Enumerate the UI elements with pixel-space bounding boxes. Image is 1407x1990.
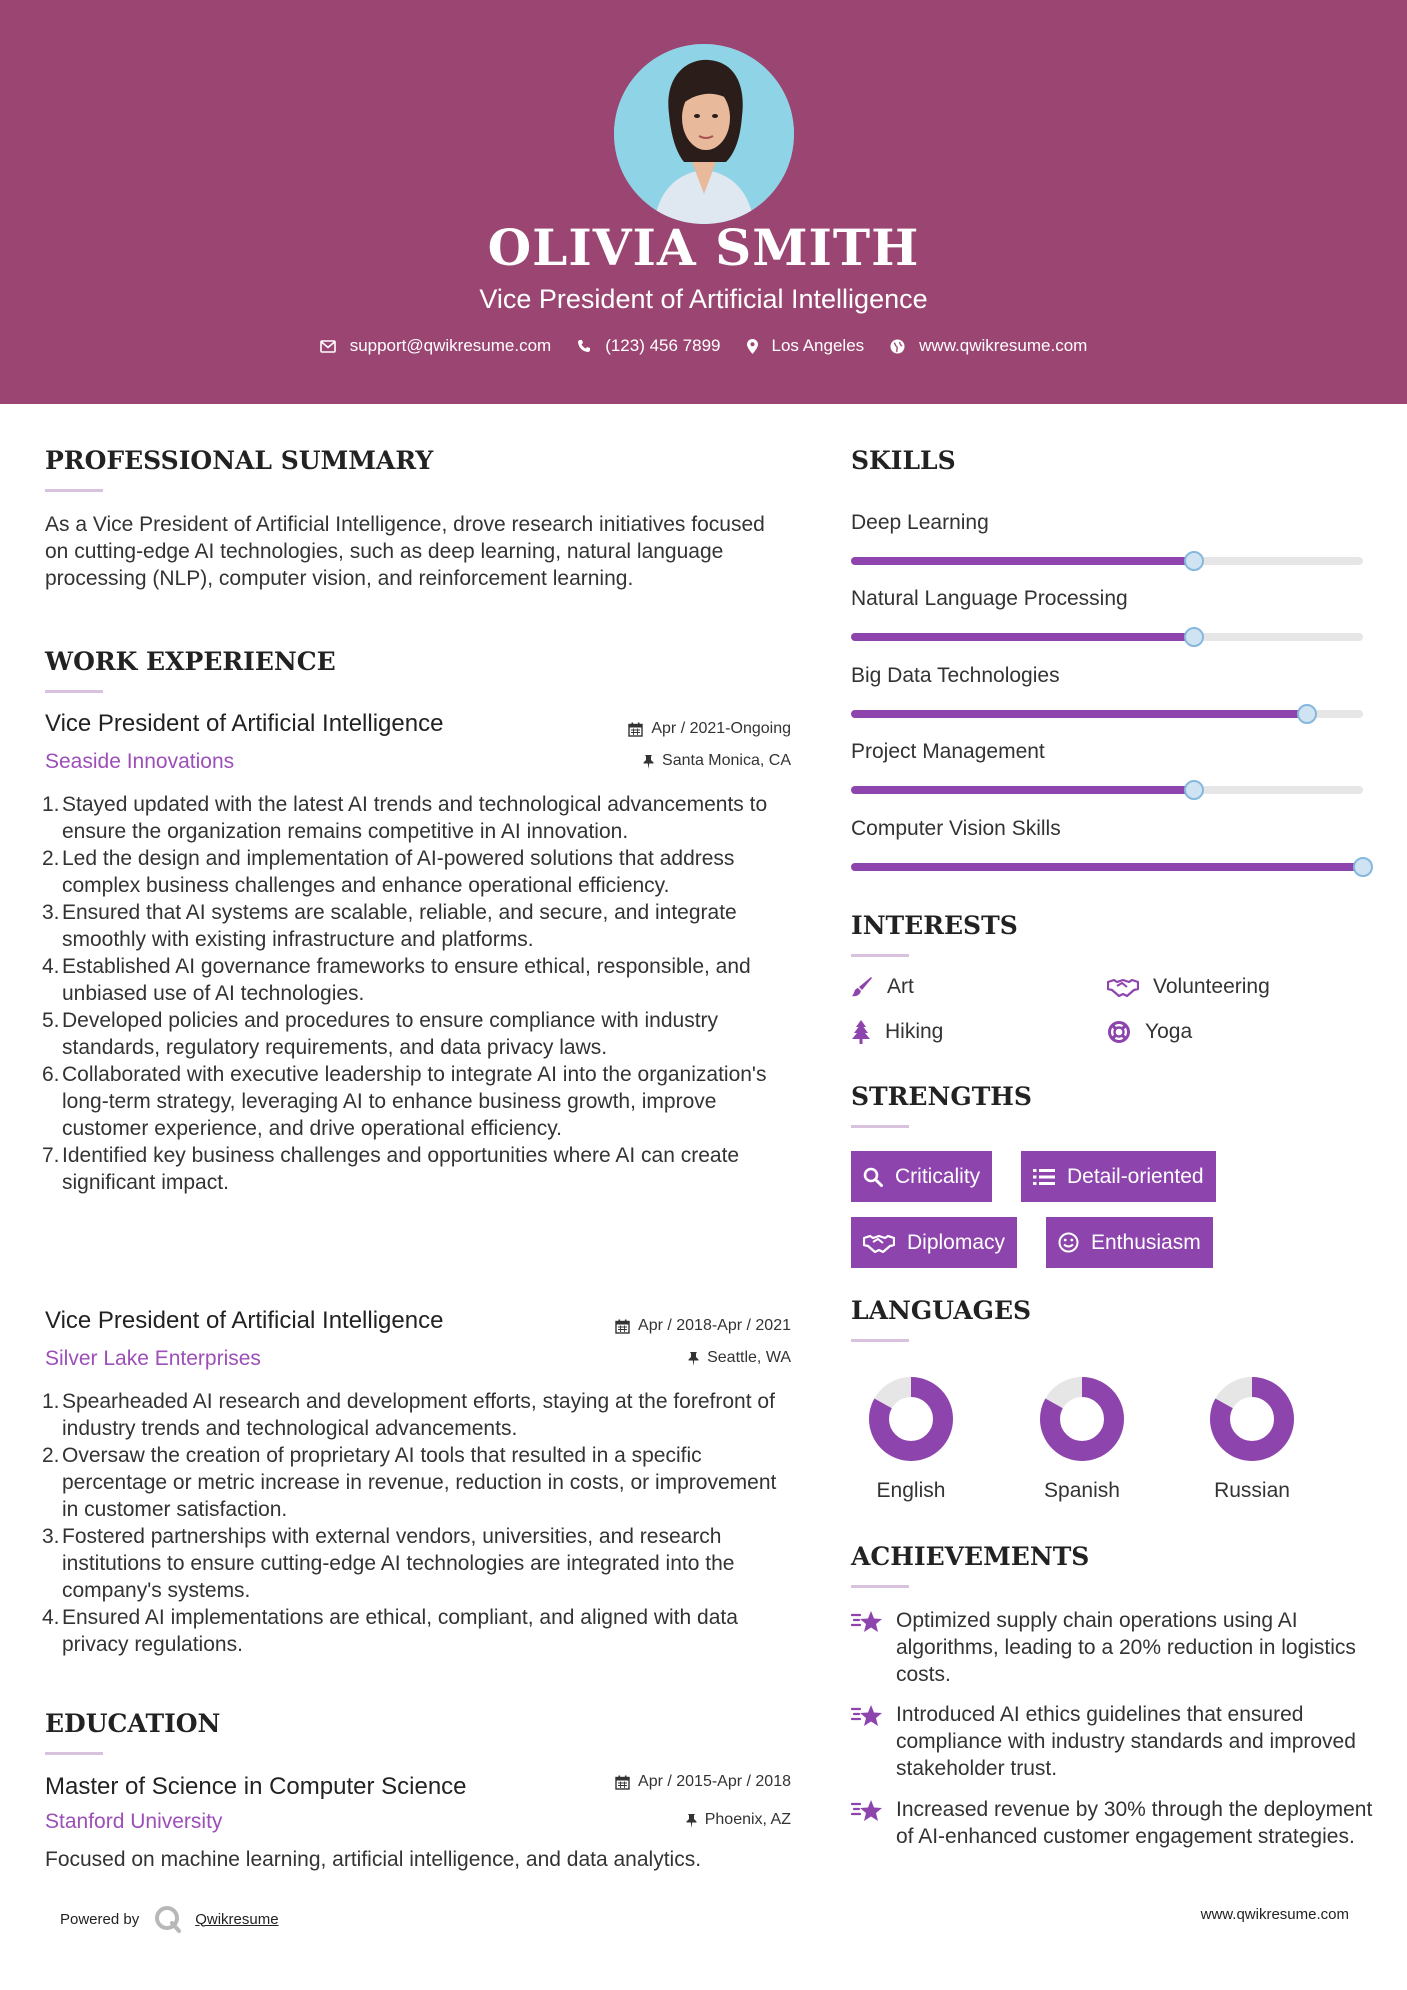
- job-2-dates: [615, 1317, 791, 1335]
- skill-bar-knob: [1353, 857, 1373, 877]
- skill-name: Computer Vision Skills: [851, 817, 1061, 840]
- contact-location: [747, 336, 865, 356]
- job-2-dates-text: Apr / 2018-Apr / 2021: [638, 1317, 791, 1334]
- list-item: 3. Ensured that AI systems are scalable, reliable, and secure, and integrate smoothly with existing infrastructure and platforms.: [42, 901, 737, 951]
- skill-bar-knob: [1184, 551, 1204, 571]
- job-1-role: Vice President of Artificial Intelligence: [45, 710, 444, 737]
- location-text: Los Angeles: [771, 336, 865, 355]
- achievement-text: Optimized supply chain operations using AI algorithms, leading to a 20% reduction in logistics costs.: [896, 1609, 1356, 1686]
- job-2-bullets: [43, 1388, 793, 1658]
- interest-label: Yoga: [1145, 1020, 1193, 1043]
- job-1-location-text: Santa Monica, CA: [662, 752, 791, 769]
- envelope-icon: [320, 340, 336, 353]
- education-description: Focused on machine learning, artificial intelligence, and data analytics.: [45, 1848, 702, 1871]
- interests-heading: INTERESTS: [851, 911, 1018, 940]
- strength-chip: [851, 1151, 992, 1202]
- strengths-divider: [851, 1125, 909, 1128]
- calendar-icon: [615, 1319, 630, 1334]
- skill-name: Natural Language Processing: [851, 587, 1128, 610]
- qwikresume-link[interactable]: Qwikresume: [195, 1910, 279, 1928]
- job-2-location: [688, 1349, 791, 1367]
- person-avatar-icon: [614, 44, 794, 224]
- contact-website[interactable]: [890, 336, 1087, 356]
- skill-bar: [851, 863, 1363, 871]
- job-2-role: Vice President of Artificial Intelligence: [45, 1307, 444, 1334]
- list-item: 7. Identified key business challenges and opportunities where AI can create significant impact.: [42, 1144, 740, 1194]
- interest-hiking: [851, 1020, 943, 1044]
- skill-bar-knob: [1184, 627, 1204, 647]
- job-1-location: [643, 752, 791, 770]
- summary-divider: [45, 489, 103, 492]
- education-dates-text: Apr / 2015-Apr / 2018: [638, 1773, 791, 1790]
- job-1-company: Seaside Innovations: [45, 750, 235, 773]
- skill-name: Deep Learning: [851, 511, 989, 534]
- phone-icon: [577, 339, 591, 353]
- achievement-text: Introduced AI ethics guidelines that ensured compliance with industry standards and improved stakeholder trust.: [896, 1703, 1356, 1780]
- list-icon: [1033, 1168, 1055, 1186]
- education-degree: Master of Science in Computer Science: [45, 1773, 467, 1800]
- resume-header: [0, 0, 1407, 404]
- interest-label: Hiking: [885, 1020, 944, 1043]
- language-proficiency-donut: [867, 1375, 955, 1463]
- skill-bar: [851, 710, 1363, 718]
- interest-label: Volunteering: [1153, 975, 1270, 998]
- list-item: 2. Oversaw the creation of proprietary AI tools that resulted in a specific percentage or metric increase in revenue, reduction in costs, or improvement in customer satisfaction.: [42, 1444, 777, 1521]
- skill-bar: [851, 786, 1363, 794]
- summary-text: As a Vice President of Artificial Intelligence, drove research initiatives focused on cutting-edge AI technologies, such as deep learning, natural language processing (NLP), computer vision, and reinforcement learning.: [45, 513, 765, 590]
- list-item: 5. Developed policies and procedures to ensure compliance with industry standards, regulatory requirements, and data privacy laws.: [42, 1009, 719, 1059]
- job-2-company: Silver Lake Enterprises: [45, 1347, 261, 1370]
- work-divider: [45, 690, 103, 693]
- languages-divider: [851, 1339, 909, 1342]
- map-marker-icon: [747, 339, 758, 354]
- strength-chip: [1046, 1217, 1213, 1268]
- language-name: Russian: [1214, 1479, 1290, 1502]
- calendar-icon: [628, 722, 643, 737]
- pushpin-icon: [688, 1351, 699, 1366]
- phone-text: (123) 456 7899: [605, 336, 721, 355]
- candidate-name: OLIVIA SMITH: [487, 218, 920, 277]
- website-text: www.qwikresume.com: [919, 336, 1088, 355]
- job-1-dates-text: Apr / 2021-Ongoing: [651, 720, 791, 737]
- interest-yoga: [1107, 1020, 1192, 1044]
- shooting-star-icon: [851, 1703, 885, 1729]
- interests-divider: [851, 954, 909, 957]
- skill-bar-fill: [851, 786, 1194, 794]
- contact-bar: [0, 336, 1407, 356]
- education-heading: EDUCATION: [45, 1709, 221, 1738]
- contact-phone[interactable]: [577, 336, 720, 356]
- achievements-heading: ACHIEVEMENTS: [851, 1542, 1090, 1571]
- language-name: English: [876, 1479, 946, 1502]
- list-item: 1. Spearheaded AI research and development efforts, staying at the forefront of industry trends and technological advancements.: [42, 1390, 775, 1440]
- achievement-text: Increased revenue by 30% through the deployment of AI-enhanced customer engagement strategies.: [896, 1798, 1373, 1848]
- list-item: 6. Collaborated with executive leadership to integrate AI into the organization's long-term strategy, leveraging AI to enhance business growth, improve customer experience, and drive operational efficiency.: [42, 1063, 767, 1140]
- list-item: 4. Established AI governance frameworks to ensure ethical, responsible, and unbiased use of AI technologies.: [42, 955, 751, 1005]
- strength-label: Diplomacy: [907, 1230, 1006, 1254]
- handshake-icon: [1107, 977, 1139, 997]
- search-icon: [863, 1167, 883, 1187]
- shooting-star-icon: [851, 1798, 885, 1824]
- interest-label: Art: [887, 975, 914, 998]
- profile-photo: [614, 44, 794, 224]
- language-name: Spanish: [1044, 1479, 1120, 1502]
- summary-heading: PROFESSIONAL SUMMARY: [45, 446, 434, 475]
- email-text: support@qwikresume.com: [349, 336, 552, 355]
- list-item: 2. Led the design and implementation of AI-powered solutions that address complex business challenges and enhance operational efficiency.: [42, 847, 735, 897]
- education-dates: [615, 1773, 791, 1791]
- interest-art: [851, 975, 914, 999]
- skill-bar: [851, 557, 1363, 565]
- strength-label: Criticality: [895, 1164, 981, 1188]
- skill-bar-fill: [851, 557, 1194, 565]
- job-2-location-text: Seattle, WA: [707, 1349, 791, 1366]
- skill-name: Project Management: [851, 740, 1045, 763]
- strength-label: Detail-oriented: [1067, 1164, 1204, 1188]
- list-item: 1. Stayed updated with the latest AI trends and technological advancements to ensure the organization remains competitive in AI innovation.: [42, 793, 768, 843]
- footer-website[interactable]: www.qwikresume.com: [1200, 1906, 1349, 1923]
- education-location-text: Phoenix, AZ: [704, 1811, 791, 1828]
- skill-bar-knob: [1184, 780, 1204, 800]
- handshake-icon: [863, 1233, 895, 1253]
- education-divider: [45, 1752, 103, 1755]
- pushpin-icon: [686, 1813, 697, 1828]
- job-1-bullets: [43, 791, 793, 1196]
- tree-icon: [851, 1020, 871, 1044]
- languages-heading: LANGUAGES: [851, 1296, 1032, 1325]
- candidate-title: Vice President of Artificial Intelligence: [479, 284, 928, 314]
- skill-name: Big Data Technologies: [851, 664, 1060, 687]
- skill-bar-fill: [851, 633, 1194, 641]
- education-school: Stanford University: [45, 1810, 223, 1833]
- qwikresume-logo-icon: [153, 1904, 183, 1934]
- skill-bar: [851, 633, 1363, 641]
- skill-bar-knob: [1297, 704, 1317, 724]
- contact-email[interactable]: [320, 336, 552, 356]
- pushpin-icon: [643, 754, 654, 769]
- education-location: [686, 1811, 791, 1829]
- list-item: 3. Fostered partnerships with external vendors, universities, and research institutions to ensure cutting-edge AI technologies are integrated into the company's systems.: [42, 1525, 735, 1602]
- strength-chip: [1021, 1151, 1216, 1202]
- calendar-icon: [615, 1775, 630, 1790]
- skill-bar-fill: [851, 710, 1307, 718]
- skills-heading: SKILLS: [851, 446, 956, 475]
- strength-label: Enthusiasm: [1091, 1230, 1201, 1254]
- strength-chip: [851, 1217, 1017, 1268]
- paintbrush-icon: [851, 976, 873, 998]
- achievements-divider: [851, 1585, 909, 1588]
- shooting-star-icon: [851, 1609, 885, 1635]
- job-1-dates: [628, 720, 791, 738]
- smile-icon: [1058, 1232, 1079, 1253]
- language-proficiency-donut: [1038, 1375, 1126, 1463]
- work-heading: WORK EXPERIENCE: [45, 647, 336, 676]
- lifering-icon: [1107, 1020, 1131, 1044]
- interest-volunteering: [1107, 975, 1270, 999]
- skill-bar-fill: [851, 863, 1363, 871]
- powered-by: [60, 1904, 279, 1934]
- globe-icon: [890, 339, 905, 354]
- list-item: 4. Ensured AI implementations are ethical, compliant, and aligned with data privacy regulations.: [42, 1606, 738, 1656]
- language-proficiency-donut: [1208, 1375, 1296, 1463]
- strengths-heading: STRENGTHS: [851, 1082, 1032, 1111]
- powered-by-text: Powered by: [60, 1910, 140, 1928]
